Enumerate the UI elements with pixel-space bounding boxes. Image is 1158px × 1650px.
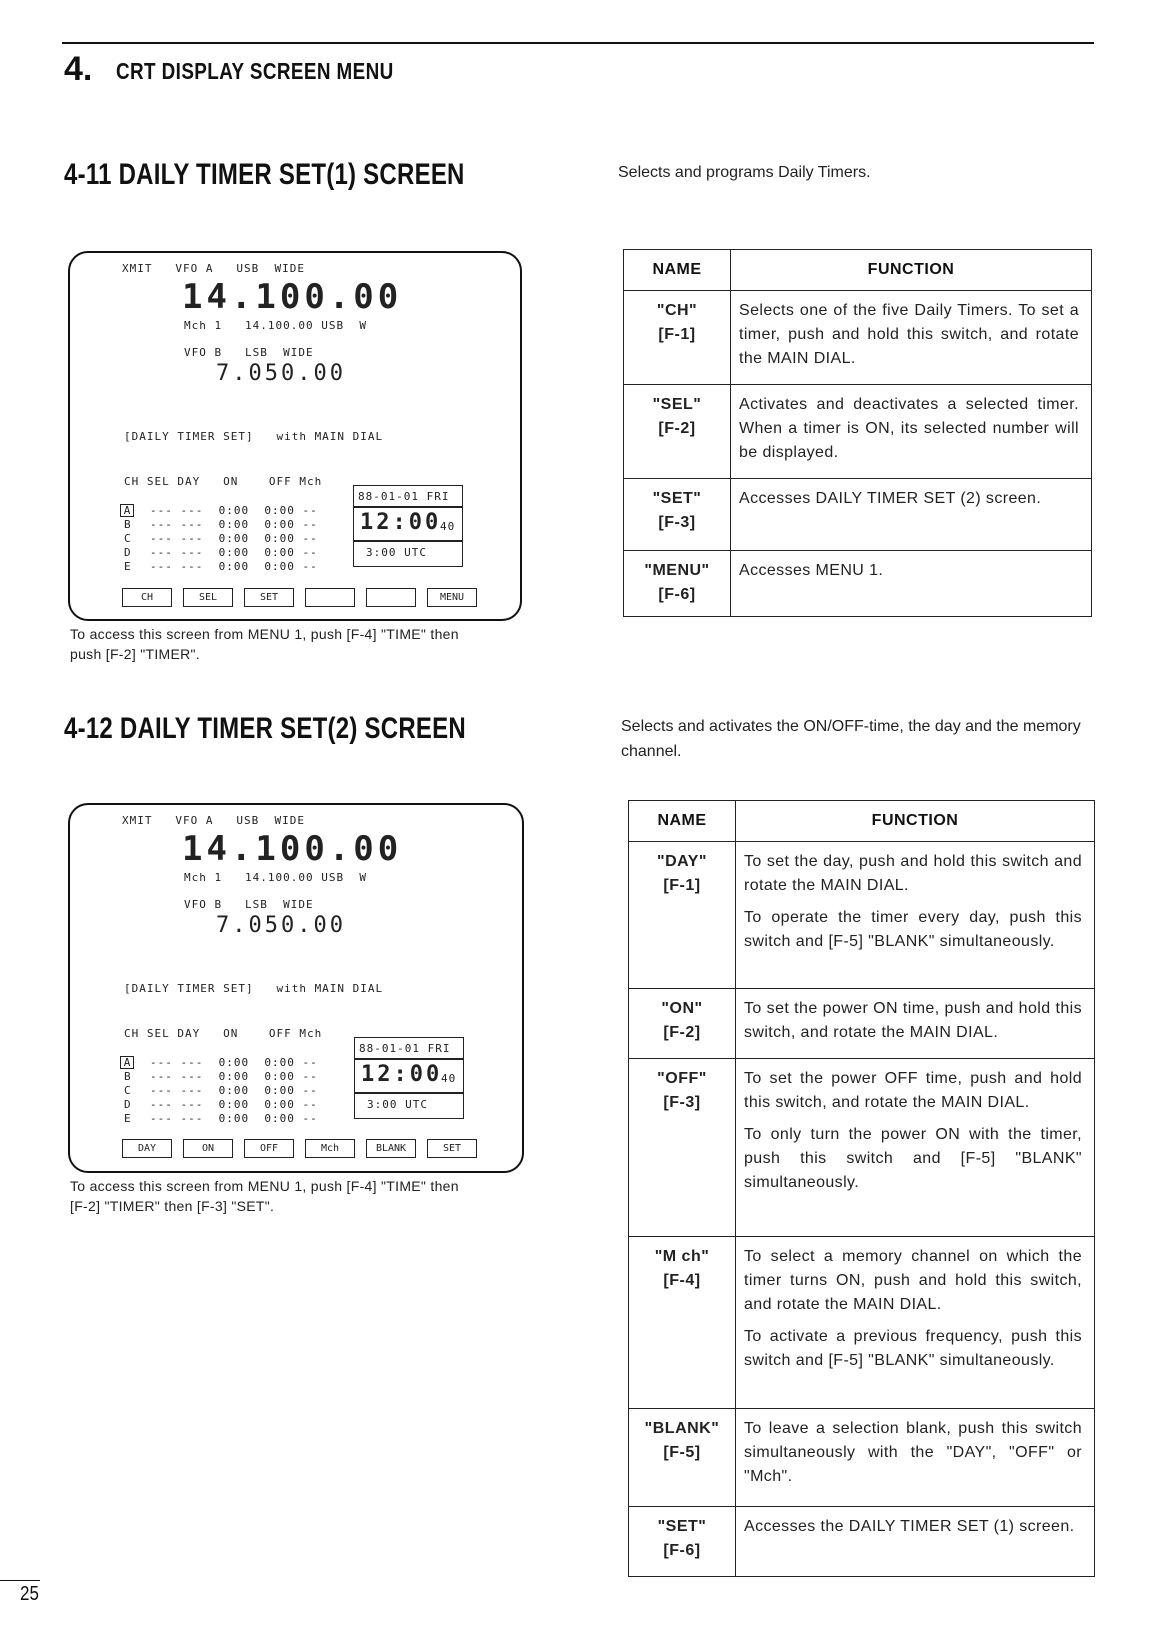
function-text: To select a memory channel on which the timer turns ON, push and hold this switch, and rotate the MAIN DIAL. <box>744 1248 1082 1313</box>
crt-row-label-b: B <box>124 518 132 531</box>
softkey-set: SET <box>244 588 294 607</box>
section-2-function-table <box>628 800 1095 1577</box>
crt-row-label-a: A <box>120 504 134 517</box>
crt-column-header: CH SEL DAY ON OFF Mch <box>124 1027 323 1040</box>
switch-name: "DAY" <box>657 853 707 870</box>
crt-clock-box <box>353 485 463 567</box>
table-header-name: NAME <box>629 801 736 842</box>
chapter-number: 4. <box>64 50 93 88</box>
function-text: To only turn the power ON with the timer, push this switch and [F-5] "BLANK" simultaneously. <box>744 1126 1082 1191</box>
switch-key: [F-2] <box>663 1024 701 1041</box>
switch-key: [F-4] <box>663 1272 701 1289</box>
crt-date: 88-01-01 FRI <box>358 490 450 503</box>
switch-name: "SEL" <box>652 396 702 413</box>
crt-clock-divider <box>354 540 462 542</box>
crt-mch-line: Mch 1 14.100.00 USB W <box>184 871 367 884</box>
section-2-description: Selects and activates the ON/OFF-time, the day and the memory channel. <box>621 718 1081 760</box>
crt-vfob-frequency: 7.050.00 <box>216 361 346 386</box>
function-text: To set the power OFF time, push and hold this switch, and rotate the MAIN DIAL. <box>744 1070 1082 1111</box>
switch-name: "CH" <box>656 302 698 319</box>
crt-clock-time: 12:00 <box>360 510 442 535</box>
crt-main-frequency: 14.100.00 <box>182 277 403 317</box>
softkey-blank-5 <box>366 588 416 607</box>
crt-status-line: XMIT VFO A USB WIDE <box>122 814 305 827</box>
function-text: Accesses MENU 1. <box>739 562 884 579</box>
table-header-function: FUNCTION <box>731 250 1092 291</box>
crt-softkey-bar <box>122 588 477 607</box>
switch-key: [F-1] <box>663 877 701 894</box>
switch-key: [F-3] <box>663 1094 701 1111</box>
table-header-name: NAME <box>624 250 731 291</box>
switch-name: "OFF" <box>657 1070 707 1087</box>
header-rule <box>62 42 1094 44</box>
table-row <box>624 479 1092 551</box>
crt-clock-time: 12:00 <box>361 1062 443 1087</box>
table-row <box>629 1507 1095 1577</box>
function-text: Accesses DAILY TIMER SET (2) screen. <box>739 490 1042 507</box>
crt-row-label-a: A <box>120 1056 134 1069</box>
crt-timer-row: --- --- 0:00 0:00 -- <box>150 1098 318 1111</box>
softkey-menu: MENU <box>427 588 477 607</box>
crt-utc: 3:00 UTC <box>367 1098 428 1111</box>
crt-mch-line: Mch 1 14.100.00 USB W <box>184 319 367 332</box>
softkey-sel: SEL <box>183 588 233 607</box>
function-text: Activates and deactivates a selected timer. When a timer is ON, its selected number will be displayed. <box>739 396 1079 461</box>
crt-timer-row: --- --- 0:00 0:00 -- <box>150 1112 318 1125</box>
softkey-on: ON <box>183 1139 233 1158</box>
crt-screen-timer-set-2 <box>68 803 524 1173</box>
page-number-rule <box>0 1580 40 1581</box>
crt-vfob-line: VFO B LSB WIDE <box>184 898 314 911</box>
crt-row-label-c: C <box>124 532 132 545</box>
crt-vfob-frequency: 7.050.00 <box>216 913 346 938</box>
chapter-title: CRT DISPLAY SCREEN MENU <box>116 58 394 84</box>
switch-key: [F-1] <box>658 326 696 343</box>
section-1-description: Selects and programs Daily Timers. <box>618 164 871 181</box>
crt-timer-row: --- --- 0:00 0:00 -- <box>150 1084 318 1097</box>
switch-name: "SET" <box>652 490 702 507</box>
table-row <box>624 291 1092 385</box>
section-2-caption <box>70 1176 459 1216</box>
table-row <box>624 385 1092 479</box>
softkey-ch: CH <box>122 588 172 607</box>
caption-line: [F-2] "TIMER" then [F-3] "SET". <box>70 1198 275 1214</box>
crt-row-label-e: E <box>124 560 132 573</box>
function-text: Accesses the DAILY TIMER SET (1) screen. <box>744 1518 1075 1535</box>
crt-main-frequency: 14.100.00 <box>182 829 403 869</box>
switch-key: [F-5] <box>663 1444 701 1461</box>
switch-name: "ON" <box>661 1000 703 1017</box>
crt-timer-row: --- --- 0:00 0:00 -- <box>150 504 318 517</box>
table-row <box>629 1059 1095 1237</box>
caption-line: To access this screen from MENU 1, push [F-4] "TIME" then <box>70 626 459 642</box>
crt-timer-row: --- --- 0:00 0:00 -- <box>150 518 318 531</box>
function-text: Selects one of the five Daily Timers. To set a timer, push and hold this switch, and rotate the MAIN DIAL. <box>739 302 1079 367</box>
crt-timer-row: --- --- 0:00 0:00 -- <box>150 1056 318 1069</box>
softkey-mch: Mch <box>305 1139 355 1158</box>
crt-clock-divider <box>354 506 462 508</box>
crt-row-label-d: D <box>124 546 132 559</box>
softkey-day: DAY <box>122 1139 172 1158</box>
crt-timer-row: --- --- 0:00 0:00 -- <box>150 546 318 559</box>
function-text: To operate the timer every day, push this switch and [F-5] "BLANK" simultaneously. <box>744 909 1082 950</box>
crt-status-line: XMIT VFO A USB WIDE <box>122 262 305 275</box>
crt-clock-seconds: 40 <box>440 520 456 533</box>
table-row <box>629 1237 1095 1409</box>
section-1-title: 4-11 DAILY TIMER SET(1) SCREEN <box>64 158 465 191</box>
softkey-blank: BLANK <box>366 1139 416 1158</box>
crt-clock-box <box>354 1037 464 1119</box>
crt-screen-timer-set-1 <box>68 251 522 621</box>
crt-vfob-line: VFO B LSB WIDE <box>184 346 314 359</box>
function-text: To set the day, push and hold this switch and rotate the MAIN DIAL. <box>744 853 1082 894</box>
crt-timer-row: --- --- 0:00 0:00 -- <box>150 560 318 573</box>
switch-key: [F-2] <box>658 420 696 437</box>
crt-date: 88-01-01 FRI <box>359 1042 451 1055</box>
switch-name: "BLANK" <box>644 1420 720 1437</box>
table-row <box>629 1409 1095 1507</box>
function-text: To leave a selection blank, push this switch simultaneously with the "DAY", "OFF" or "Mch". <box>744 1420 1082 1485</box>
crt-softkey-bar <box>122 1139 477 1158</box>
section-2-title: 4-12 DAILY TIMER SET(2) SCREEN <box>64 712 466 745</box>
crt-clock-seconds: 40 <box>441 1072 457 1085</box>
function-text: To activate a previous frequency, push this switch and [F-5] "BLANK" simultaneously. <box>744 1328 1082 1369</box>
crt-mode-line: [DAILY TIMER SET] with MAIN DIAL <box>124 982 384 995</box>
page-number: 25 <box>20 1583 39 1605</box>
softkey-blank-4 <box>305 588 355 607</box>
crt-row-label-e: E <box>124 1112 132 1125</box>
table-header-function: FUNCTION <box>736 801 1095 842</box>
softkey-set: SET <box>427 1139 477 1158</box>
crt-row-label-b: B <box>124 1070 132 1083</box>
switch-key: [F-6] <box>663 1542 701 1559</box>
table-row <box>629 842 1095 989</box>
table-row <box>624 551 1092 617</box>
crt-timer-row: --- --- 0:00 0:00 -- <box>150 532 318 545</box>
crt-mode-line: [DAILY TIMER SET] with MAIN DIAL <box>124 430 384 443</box>
crt-timer-row: --- --- 0:00 0:00 -- <box>150 1070 318 1083</box>
crt-clock-divider <box>355 1058 463 1060</box>
switch-key: [F-3] <box>658 514 696 531</box>
crt-row-label-c: C <box>124 1084 132 1097</box>
section-1-caption <box>70 624 459 664</box>
caption-line: push [F-2] "TIMER". <box>70 646 200 662</box>
switch-name: "M ch" <box>654 1248 710 1265</box>
crt-clock-divider <box>355 1092 463 1094</box>
function-text: To set the power ON time, push and hold this switch, and rotate the MAIN DIAL. <box>744 1000 1082 1041</box>
crt-column-header: CH SEL DAY ON OFF Mch <box>124 475 323 488</box>
crt-utc: 3:00 UTC <box>366 546 427 559</box>
switch-name: "SET" <box>657 1518 707 1535</box>
caption-line: To access this screen from MENU 1, push [F-4] "TIME" then <box>70 1178 459 1194</box>
section-1-function-table <box>623 249 1092 617</box>
switch-key: [F-6] <box>658 586 696 603</box>
switch-name: "MENU" <box>644 562 710 579</box>
table-row <box>629 989 1095 1059</box>
softkey-off: OFF <box>244 1139 294 1158</box>
crt-row-label-d: D <box>124 1098 132 1111</box>
